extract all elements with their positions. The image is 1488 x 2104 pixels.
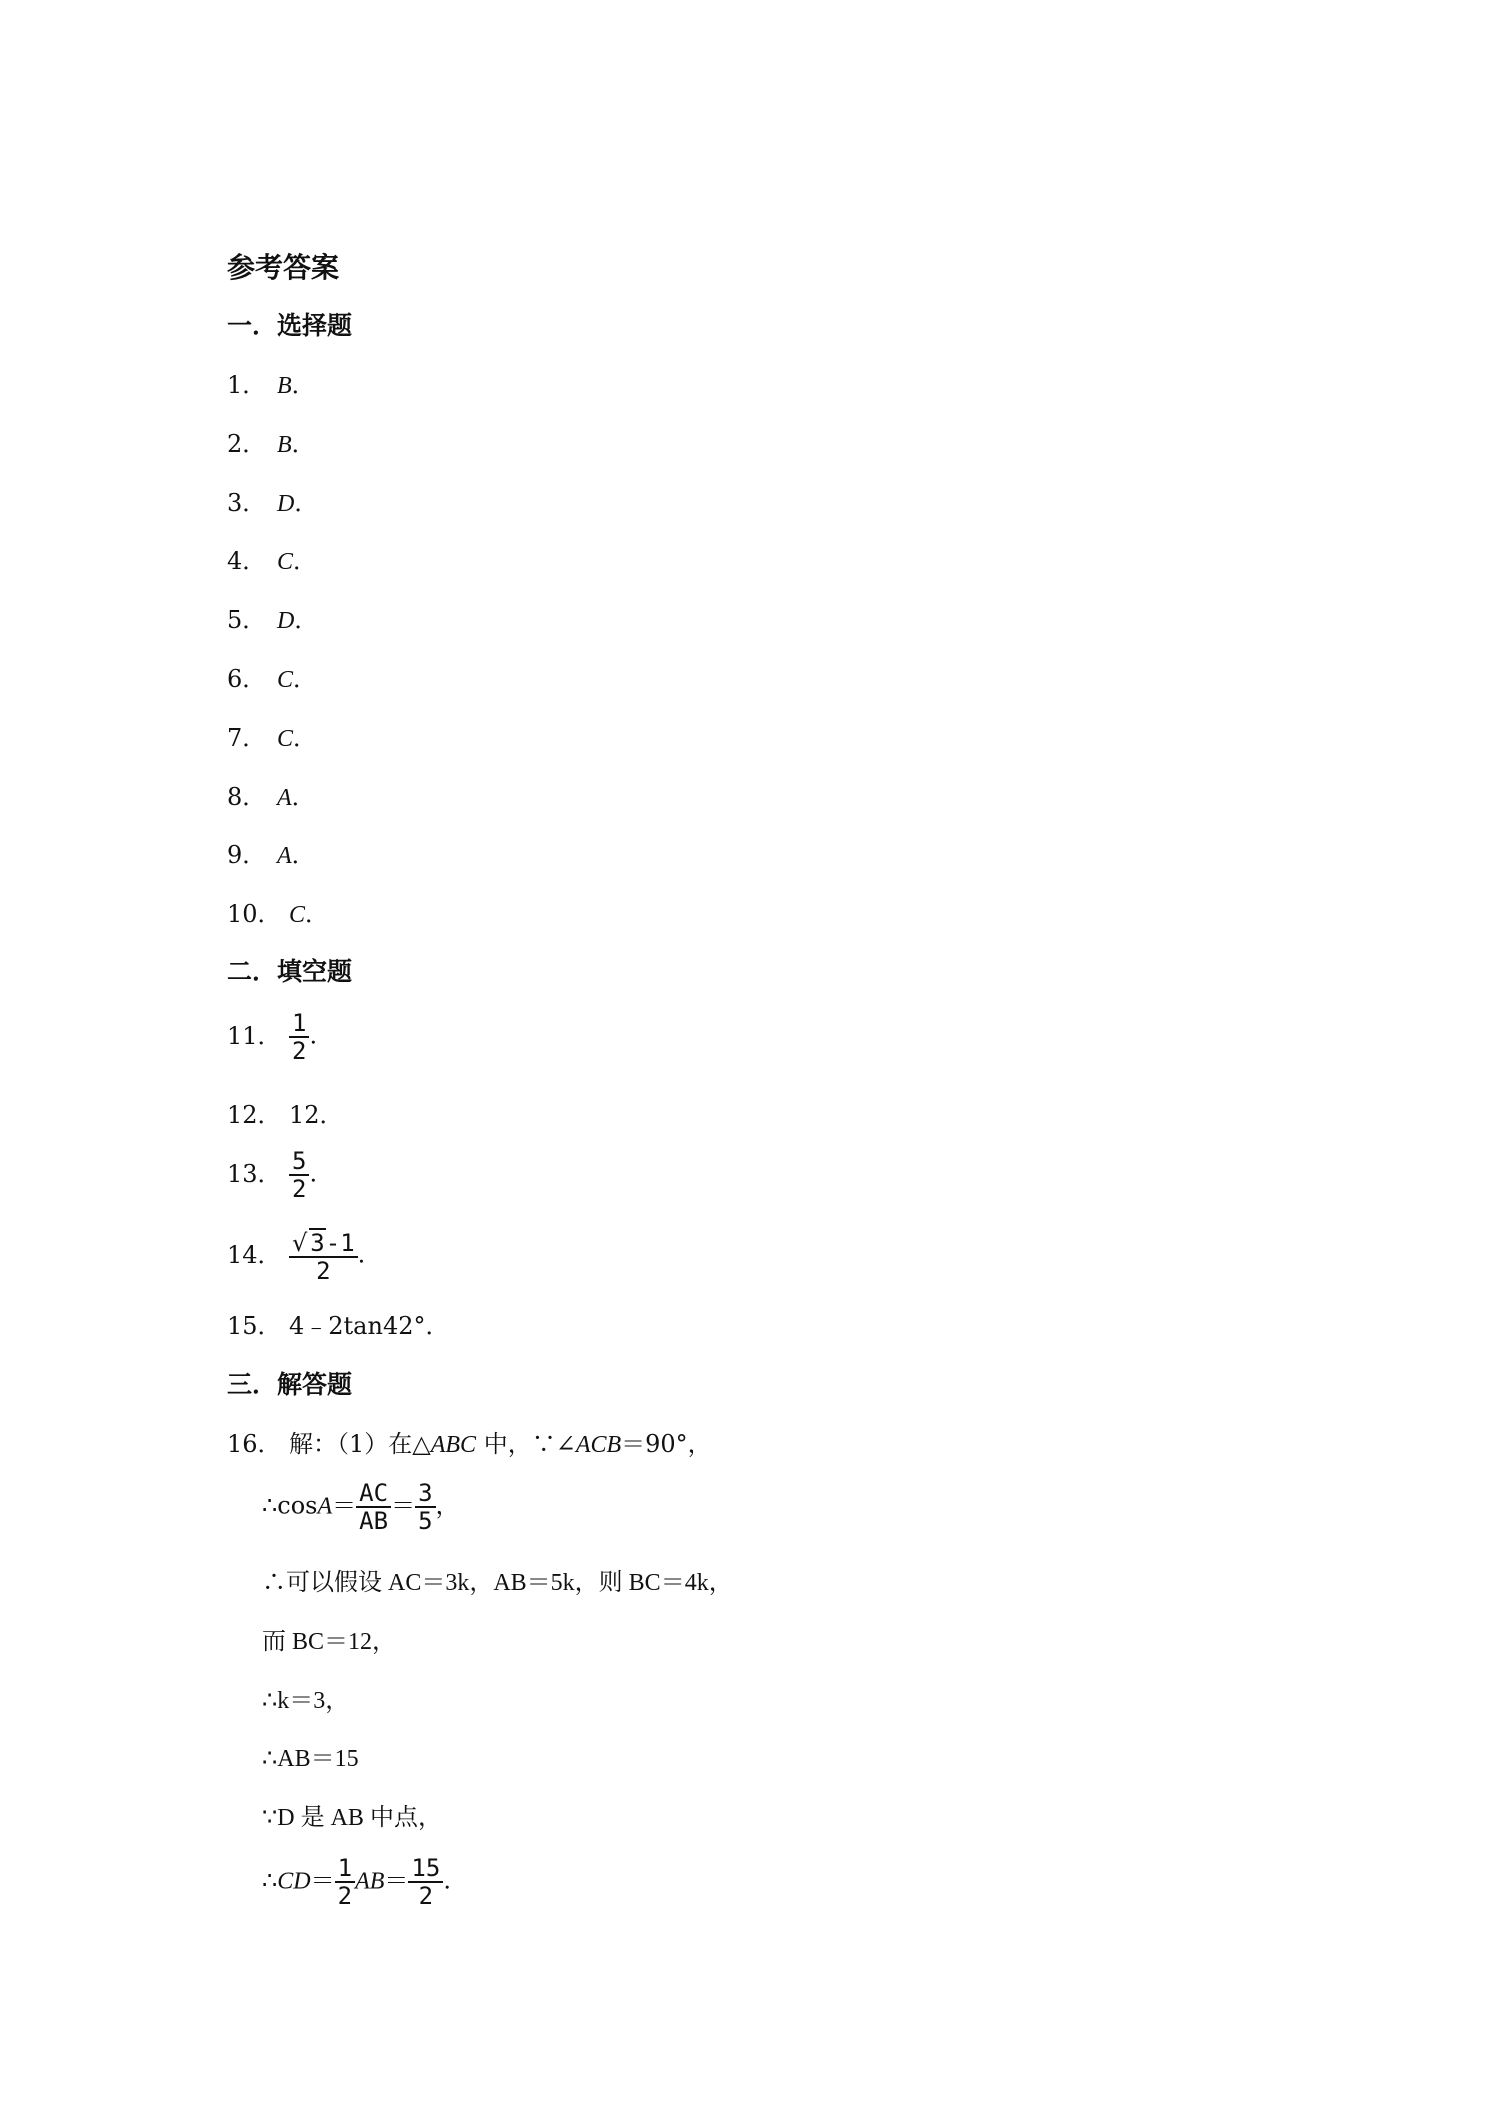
choice-item: 4． C． (227, 547, 318, 575)
solution-line: ∴cosA＝ $\frac{AC}{AB}$ ＝ $\frac{3}{5}$ ， (262, 1479, 460, 1535)
sqrt-icon: √ (292, 1229, 308, 1257)
fraction: $\frac{5}{2}$ (289, 1148, 309, 1202)
page-title: 参考答案 (227, 251, 340, 284)
fraction: $\frac{AC}{AB}$ (356, 1480, 391, 1534)
solution-line: ∴k＝3， (262, 1688, 350, 1714)
fraction: $\frac{1}{2}$ (335, 1855, 355, 1909)
solution-line: 而 BC＝12， (262, 1629, 397, 1655)
choice-item: 7． C． (227, 724, 318, 752)
choice-item: 2． B． (227, 430, 316, 458)
section-heading-solution: 三．解答题 (227, 1370, 353, 1399)
fraction: $\frac{1}{2}$ (289, 1010, 309, 1064)
fraction: $\frac{√ 3-1}{2}$ (289, 1228, 358, 1284)
solution-line: ∴AB＝15 (262, 1746, 359, 1772)
fill-item-14: 14． $\frac{√ 3-1}{2}$ . (227, 1229, 366, 1285)
section-heading-choice: 一．选择题 (227, 311, 353, 340)
solution-line: ∴CD＝ $\frac{1}{2}$ AB＝ $\frac{15}{2}$ . (262, 1854, 451, 1910)
fill-item-15: 15． 4﹣2tan42°． (227, 1312, 450, 1340)
section-heading-fill: 二．填空题 (227, 957, 353, 986)
choice-item: 1． B． (227, 371, 316, 399)
fill-item-12: 12． 12． (227, 1101, 344, 1129)
fraction: $\frac{15}{2}$ (408, 1855, 443, 1909)
solution-line: ∵D 是 AB 中点， (262, 1805, 442, 1831)
solution-line: ∴可以假设 AC＝3k，AB＝5k，则 BC＝4k， (262, 1570, 733, 1596)
choice-item: 3． D． (227, 489, 319, 517)
choice-item: 10． C． (227, 900, 330, 928)
choice-item: 5． D． (227, 606, 319, 634)
fraction: $\frac{3}{5}$ (415, 1480, 435, 1534)
choice-item: 6． C． (227, 665, 318, 693)
fill-item-13: 13． $\frac{5}{2}$ . (227, 1147, 318, 1203)
choice-item: 8． A． (227, 783, 316, 811)
solution-line: 16． 解：（1）在△ABC 中，∵∠ACB＝90°， (227, 1430, 712, 1458)
fill-item-11: 11． $\frac{1}{2}$ . (227, 1009, 318, 1065)
choice-item: 9． A． (227, 841, 316, 869)
